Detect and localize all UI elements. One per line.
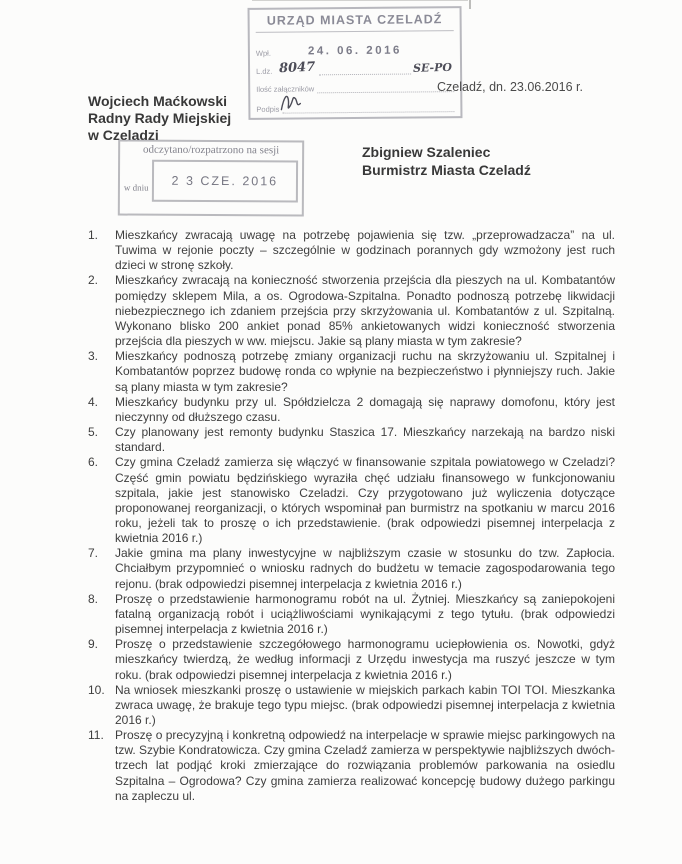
list-item — [88, 228, 615, 273]
signature-scribble-icon — [278, 91, 312, 113]
ldz-number-handwritten: 8047 — [278, 59, 316, 77]
item-text: Proszę o przedstawienie szczegółowego harmonogramu uciepłowienia os. Nowotki, gdyż mieszkańcy twierdzą, że według informacji z Urzędu inwestycja ma ruszyć jeszcze w tym roku. (brak odpowiedzi pisemnej interpelacja z kwietnia 2016 r.) — [115, 637, 615, 682]
list-item — [88, 546, 615, 591]
session-stamp-caption: odczytano/rozpatrzono na sesji — [142, 143, 280, 157]
interpellation-list — [88, 228, 615, 804]
item-text: Mieszkańcy budynku przy ul. Spółdzielcza 2 domagają się naprawy domofonu, który jest nieczynny od dłuższego czasu. — [115, 394, 615, 424]
item-number: 6. — [88, 455, 99, 470]
list-item — [88, 349, 615, 394]
scan-artifact-line — [252, 0, 468, 1]
session-stamp-body — [124, 160, 298, 203]
item-number: 11. — [88, 728, 104, 743]
dept-code-handwritten: SE-PO — [412, 60, 453, 75]
dotted-line — [317, 79, 454, 93]
session-stamp — [118, 140, 304, 217]
signature-label: Podpis — [256, 104, 280, 114]
registry-stamp-received-row — [256, 34, 454, 58]
session-date-box: 2 3 CZE. 2016 — [152, 160, 298, 203]
list-item — [88, 592, 615, 637]
item-number: 9. — [88, 637, 99, 652]
list-item — [88, 683, 615, 728]
item-number: 2. — [88, 273, 99, 288]
received-date: 24. 06. 2016 — [307, 44, 402, 58]
recipient-name: Zbigniew Szaleniec — [362, 144, 491, 160]
item-text: Jakie gmina ma plany inwestycyjne w najbliższym czasie w stosunku do tzw. Zapłocia. Chciałbym przypomnieć o wniosku radnych do budżetu w temacie zagospodarowania tego rejonu. (brak odpowiedzi pisemnej interpelacja z kwietnia 2016 r.) — [115, 546, 615, 591]
registry-stamp-ldz-row — [256, 56, 454, 76]
sender-title: Radny Rady Miejskiej — [88, 110, 232, 126]
list-item — [88, 637, 615, 682]
list-item — [88, 728, 615, 804]
sender-block — [88, 93, 231, 144]
item-number: 4. — [88, 394, 99, 409]
item-text: Mieszkańcy zwracają uwagę na potrzebę pojawienia się tzw. „przeprowadzacza” na ul. Tuwima w rejonie poczty – szczególnie w godzinach porannych gdy wzmożony jest ruch dzieci w stronę szkoły. — [115, 228, 615, 273]
registry-stamp-office: URZĄD MIASTA CZELADŹ — [256, 10, 454, 33]
item-text: Proszę o precyzyjną i konkretną odpowiedź na interpelacje w sprawie miejsc parkingowych na tzw. Szybie Kondratowicza. Czy gmina Czeladź zamierza w perspektywie najbliższych dwóch-trzech lat podjąć kroki zmierzające do rozwiązania problemów parkowania na osiedlu Szpitalna – Ogrodowa? Czy gmina zamierza realizować koncepcję budowy dużego parkingu na zapleczu ul. — [115, 728, 615, 803]
scan-artifact-tick — [469, 0, 471, 9]
item-text: Czy gmina Czeladź zamierza się włączyć w finansowanie szpitala powiatowego w Czeladzi? Część gmin powiatu będzińskiego wyraziła chęć udziału finansowego w funkcjonowaniu szpitala, jakie jest stanowisko Czeladzi. Czy przygotowano już wyliczenia dotyczące proponowanej reorganizacji, o których wspominał pan burmistrz na spotkaniu w marcu 2016 roku, jeżeli tak to proszę o ich przedstawienie. (brak odpowiedzi pisemnej interpelacja z kwietnia 2016 r.) — [115, 455, 615, 546]
item-text: Na wniosek mieszkanki proszę o ustawienie w miejskich parkach kabin TOI TOI. Mieszkanka zwraca uwagę, że brakuje tego typu miejsc. (brak odpowiedzi pisemnej interpelacja z kwietnia 2016 r.) — [115, 682, 615, 727]
item-number: 8. — [88, 591, 99, 606]
item-number: 10. — [88, 682, 105, 697]
registry-stamp-signature-row — [256, 92, 454, 114]
received-label: Wpł. — [255, 48, 271, 58]
item-text: Mieszkańcy zwracają na konieczność stworzenia przejścia dla pieszych na ul. Kombatantów pomiędzy sklepem Mila, a os. Ogrodowa-Szpitalna. Ponadto podnoszą potrzebę likwidacji niebezpiecznego ich zdaniem przejścia przy skrzyżowania ul. Kombatantów z ul. Szpitalną. Wykonano blisko 200 ankiet ponad 85% ankietowanych widzi konieczność stworzenia przejścia dla pieszych w ww. miejscu. Jakie są plany miasta w tym zakresie? — [115, 273, 615, 349]
sender-name: Wojciech Maćkowski — [88, 93, 228, 109]
recipient-block — [362, 143, 531, 179]
item-text: Proszę o przedstawienie harmonogramu robót na ul. Żytniej. Mieszkańcy są zaniepokojeni fatalną organizacją robót i uciążliwościami wynikającymi z tego tytułu. (brak odpowiedzi pisemnej interpelacja z kwietnia 2016 r.) — [115, 591, 615, 637]
ldz-label: L.dz. — [256, 66, 273, 76]
registry-stamp — [248, 6, 463, 120]
list-item — [88, 273, 615, 349]
session-date-label: w dniu — [123, 182, 149, 193]
date-line: Czeladź, dn. 23.06.2016 r. — [437, 80, 583, 94]
attachments-label: Ilość załączników — [256, 84, 315, 94]
item-text: Mieszkańcy podnoszą potrzebę zmiany organizacji ruchu na skrzyżowaniu ul. Szpitalnej i Kombatantów poprzez budowę ronda co wpłynie na bezpieczeństwo i płynniejszy ruch. Jakie są plany miasta w tym zakresie? — [115, 349, 615, 394]
list-item — [88, 455, 615, 546]
list-item — [88, 395, 615, 425]
item-number: 5. — [88, 425, 99, 440]
list-item — [88, 425, 615, 455]
dotted-line — [319, 62, 411, 76]
recipient-title: Burmistrz Miasta Czeladź — [362, 162, 531, 178]
item-text: Czy planowany jest remonty budynku Staszica 17. Mieszkańcy narzekają na bardzo niski standard. — [115, 425, 615, 455]
sender-location: w Czeladzi — [88, 127, 159, 143]
item-number: 7. — [88, 546, 99, 561]
item-number: 1. — [88, 228, 99, 242]
item-number: 3. — [88, 349, 99, 364]
